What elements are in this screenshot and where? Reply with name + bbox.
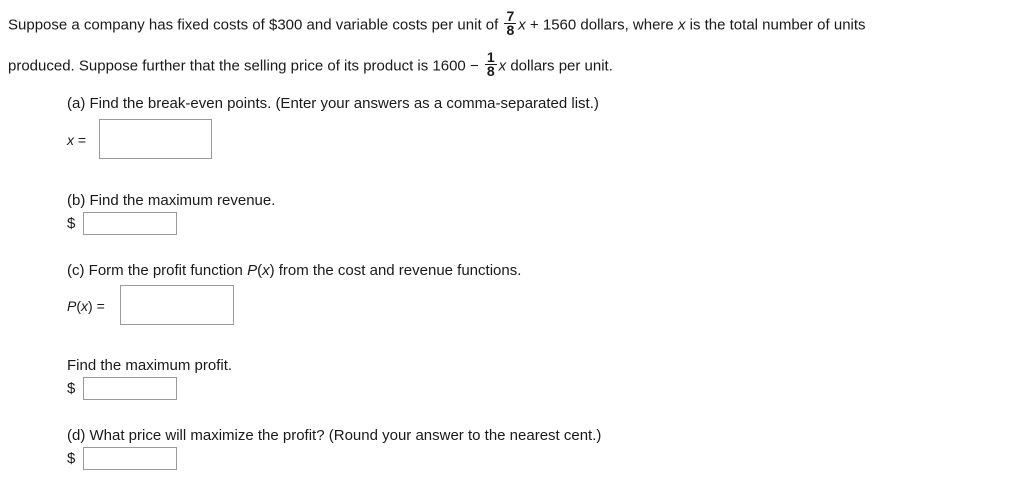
- fraction-numerator: 1: [486, 49, 495, 65]
- variable-x: x: [262, 262, 270, 279]
- break-even-points-input[interactable]: [99, 119, 212, 159]
- profit-function-input[interactable]: [120, 285, 234, 325]
- variable-x: x: [81, 298, 89, 314]
- statement-text: produced. Suppose further that the selling price of its product is 1600 −: [8, 57, 483, 75]
- max-profit-question: Find the maximum profit.: [67, 357, 233, 374]
- part-d-question: (d) What price will maximize the profit? (Round your answer to the nearest cent.): [67, 427, 602, 444]
- statement-text: is the total number of units: [685, 16, 866, 34]
- statement-text: + 1560 dollars, where: [525, 16, 678, 34]
- fraction-denominator: 8: [486, 63, 495, 79]
- fraction-one-eighth: [485, 51, 497, 78]
- variable-x: x: [677, 16, 686, 34]
- fraction-seven-eighths: [504, 10, 516, 37]
- fraction-denominator: 8: [506, 22, 515, 38]
- dollar-sign: $: [67, 450, 76, 467]
- variable-x: x: [498, 57, 507, 75]
- paren: (: [76, 298, 82, 314]
- maximum-revenue-input[interactable]: [83, 212, 177, 235]
- fraction-numerator: 7: [506, 8, 515, 24]
- part-b-question: (b) Find the maximum revenue.: [67, 192, 276, 209]
- part-c-question: [67, 262, 521, 279]
- statement-text: Suppose a company has fixed costs of $300 and variable costs per unit of: [8, 16, 503, 34]
- profit-function-label: [67, 298, 105, 314]
- equals-sign: =: [74, 132, 87, 148]
- statement-text: dollars per unit.: [506, 57, 613, 75]
- variable-x: x: [518, 16, 526, 34]
- question-text: (c) Form the profit function: [67, 262, 248, 279]
- part-a-question: (a) Find the break-even points. (Enter your answers as a comma-separated list.): [67, 95, 599, 112]
- problem-statement-line1: [8, 8, 866, 39]
- profit-maximizing-price-input[interactable]: [83, 447, 177, 470]
- function-name: P: [67, 298, 77, 314]
- part-a-answer-label: [67, 132, 86, 148]
- dollar-sign: $: [67, 380, 76, 397]
- equals-sign: ) =: [88, 298, 105, 314]
- dollar-sign: $: [67, 215, 76, 232]
- problem-statement-line2: [8, 49, 613, 80]
- paren: (: [257, 262, 263, 279]
- question-text: ) from the cost and revenue functions.: [269, 262, 522, 279]
- maximum-profit-input[interactable]: [83, 377, 177, 400]
- variable-x: x: [67, 132, 74, 148]
- function-name: P: [247, 262, 258, 279]
